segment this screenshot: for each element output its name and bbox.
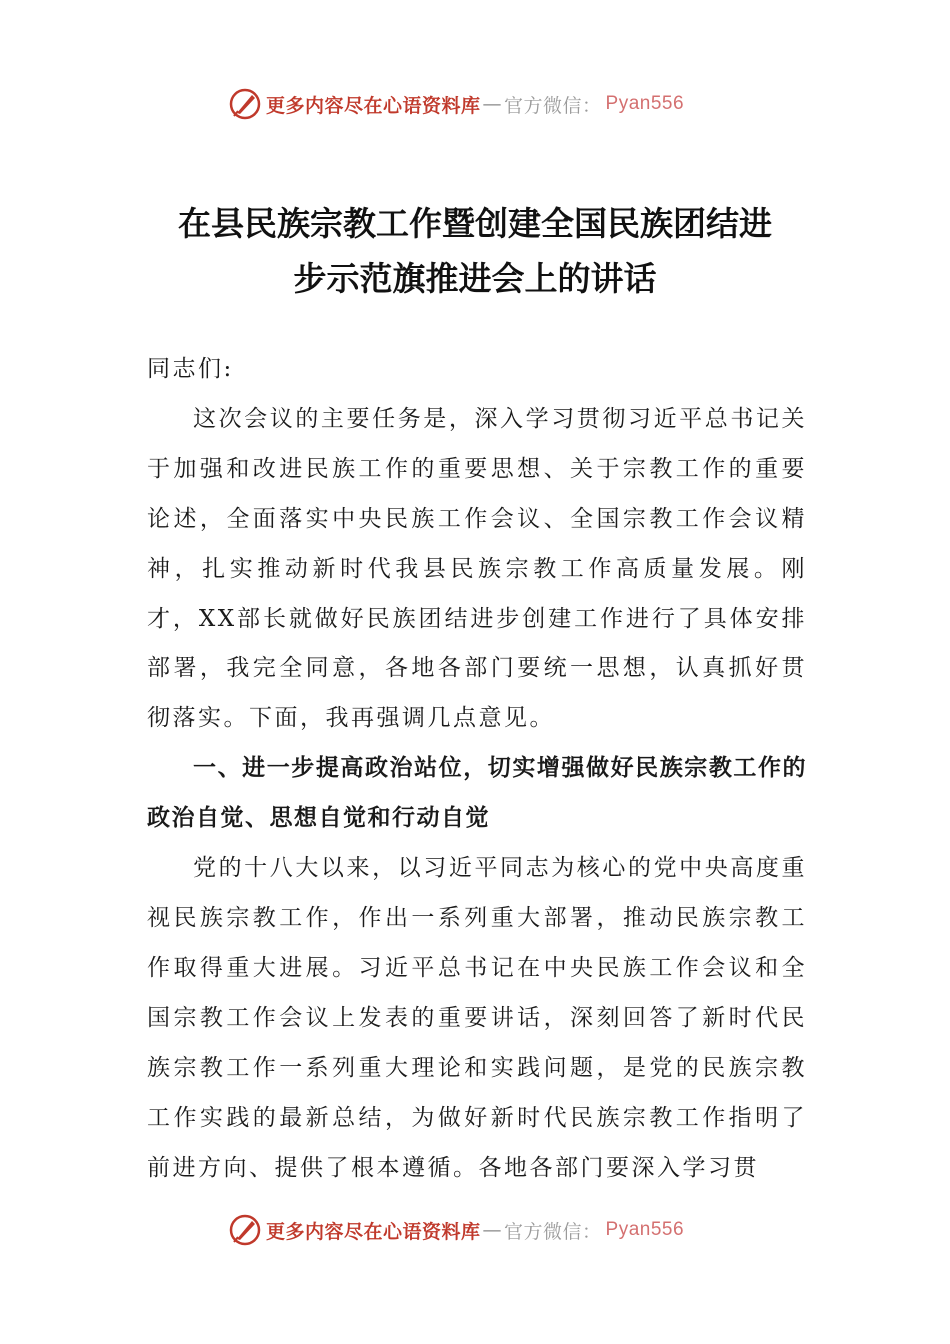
title-line-2: 步示范旗推进会上的讲话 [293, 259, 657, 298]
document-title [120, 196, 830, 306]
section-1-heading: 一、进一步提高政治站位，切实增强做好民族宗教工作的政治自觉、思想自觉和行动自觉 [147, 755, 807, 832]
watermark-wechat-label: 官方微信： [504, 94, 602, 117]
quill-logo-icon [228, 1213, 262, 1247]
watermark-banner-bottom [228, 1210, 684, 1250]
watermark-wechat-id: Pyan556 [605, 93, 685, 114]
section-1-paragraph: 党的十八大以来，以习近平同志为核心的党中央高度重视民族宗教工作，作出一系列重大部署，推动民族宗教工作取得重大进展。习近平总书记在中央民族工作会议和全国宗教工作会议上发表的重要讲话，深刻回答了新时代民族宗教工作一系列重大理论和实践问题，是党的民族宗教工作实践的最新总结，为做好新时代民族宗教工作指明了前进方向、提供了根本遵循。各地各部门要深入学习贯 [147, 855, 807, 1181]
watermark-separator: — [482, 93, 503, 115]
watermark-wechat-id: Pyan556 [605, 1219, 685, 1240]
quill-logo-icon [228, 87, 262, 121]
document-body [147, 345, 807, 1193]
intro-paragraph: 这次会议的主要任务是，深入学习贯彻习近平总书记关于加强和改进民族工作的重要思想、关于宗教工作的重要论述，全面落实中央民族工作会议、全国宗教工作会议精神，扎实推动新时代我县民族宗教工作高质量发展。刚才，XX部长就做好民族团结进步创建工作进行了具体安排部署，我完全同意，各地各部门要统一思想，认真抓好贯彻落实。下面，我再强调几点意见。 [147, 405, 807, 732]
watermark-banner-top [228, 84, 684, 124]
watermark-main-text: 更多内容尽在心语资料库 [266, 94, 481, 117]
watermark-wechat-label: 官方微信： [504, 1220, 602, 1243]
watermark-separator: — [482, 1219, 503, 1241]
watermark-main-text: 更多内容尽在心语资料库 [266, 1220, 481, 1243]
salutation: 同志们: [147, 356, 234, 382]
title-line-1: 在县民族宗教工作暨创建全国民族团结进 [178, 204, 772, 243]
